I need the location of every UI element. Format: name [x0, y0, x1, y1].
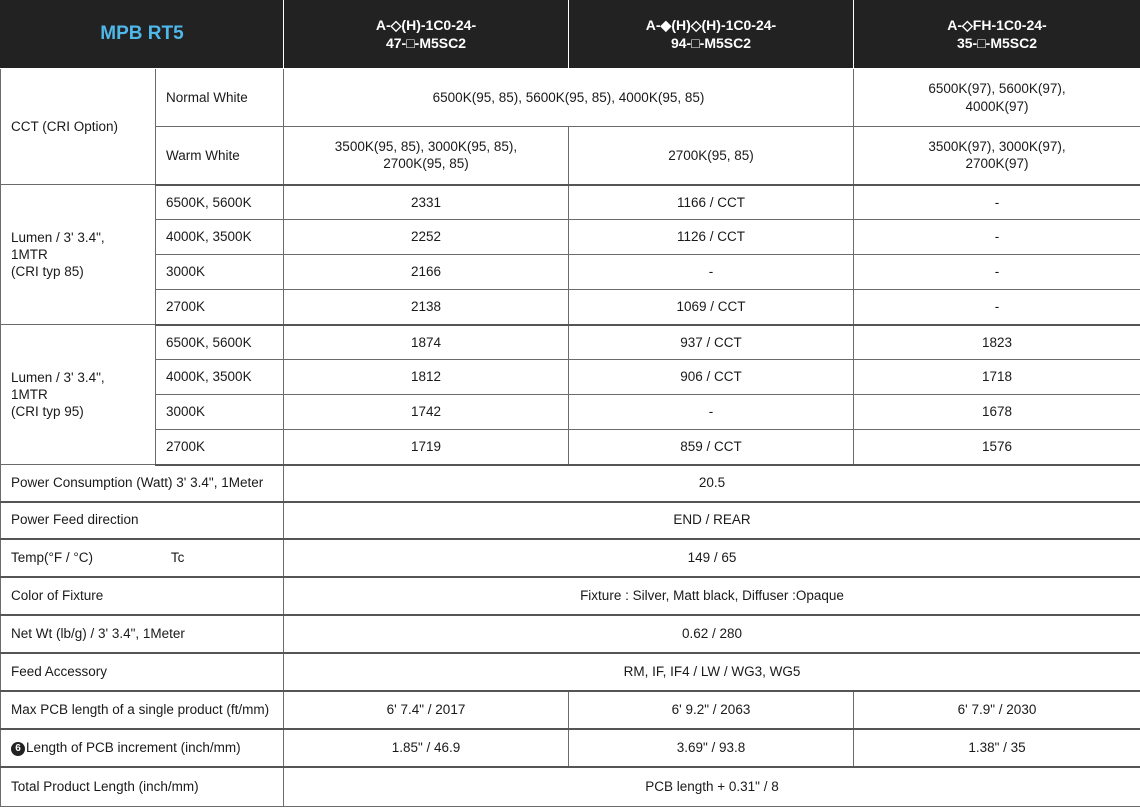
- warm-white-a-line1: 3500K(95, 85), 3000K(95, 85),: [334, 138, 518, 154]
- lumen95-a: 1812: [284, 360, 569, 395]
- temp-label-cell: [1, 539, 284, 577]
- table-row: [1, 653, 1140, 691]
- table-row: [1, 615, 1140, 653]
- power-label: Power Consumption (Watt) 3' 3.4", 1Meter: [1, 465, 284, 502]
- total-length-label: Total Product Length (inch/mm): [1, 767, 284, 807]
- table-row: [1, 290, 1140, 325]
- pcb-increment-a: 1.85" / 46.9: [284, 729, 569, 767]
- table-row: [1, 69, 1140, 127]
- pcb-increment-c: 1.38" / 35: [854, 729, 1140, 767]
- tc-label: Tc: [170, 549, 185, 565]
- normal-white-c-line1: 6500K(97), 5600K(97),: [928, 81, 1066, 97]
- lumen85-b: 1166 / CCT: [569, 185, 854, 220]
- warm-white-b: 2700K(95, 85): [569, 127, 854, 185]
- warm-white-c-line1: 3500K(97), 3000K(97),: [928, 138, 1066, 154]
- max-pcb-label: Max PCB length of a single product (ft/mm): [1, 691, 284, 729]
- lumen95-label-line2: (CRI typ 95): [11, 404, 84, 420]
- max-pcb-b: 6' 9.2" / 2063: [569, 691, 854, 729]
- column-header-3: [854, 1, 1140, 69]
- feed-accessory-value: RM, IF, IF4 / LW / WG3, WG5: [284, 653, 1140, 691]
- lumen85-cct: 3000K: [156, 255, 284, 290]
- table-row: [1, 255, 1140, 290]
- number-six-icon: 6: [11, 742, 25, 756]
- feed-direction-label: Power Feed direction: [1, 502, 284, 539]
- column-header-1: [284, 1, 569, 69]
- lumen85-label-line1: Lumen / 3' 3.4", 1MTR: [11, 229, 105, 262]
- lumen85-cct: 2700K: [156, 290, 284, 325]
- column-header-2-line1: A-◆(H)◇(H)-1C0-24-: [645, 16, 777, 33]
- lumen85-a: 2252: [284, 220, 569, 255]
- lumen95-b: -: [569, 395, 854, 430]
- temp-value: 149 / 65: [284, 539, 1140, 577]
- max-pcb-a: 6' 7.4" / 2017: [284, 691, 569, 729]
- table-row: [1, 539, 1140, 577]
- lumen85-label-line2: (CRI typ 85): [11, 264, 84, 280]
- lumen95-a: 1874: [284, 325, 569, 360]
- header-row: [1, 1, 1140, 69]
- warm-white-label: Warm White: [156, 127, 284, 185]
- warm-white-c: [854, 127, 1140, 185]
- table-row: [1, 127, 1140, 185]
- lumen85-cct: 6500K, 5600K: [156, 185, 284, 220]
- lumen95-c: 1576: [854, 430, 1140, 465]
- fixture-color-label: Color of Fixture: [1, 577, 284, 615]
- column-header-1-line1: A-◇(H)-1C0-24-: [375, 16, 477, 33]
- column-header-1-line2: 47-□-M5SC2: [385, 34, 467, 51]
- lumen95-cct: 6500K, 5600K: [156, 325, 284, 360]
- lumen85-a: 2166: [284, 255, 569, 290]
- lumen85-label: [1, 185, 156, 325]
- lumen85-b: 1126 / CCT: [569, 220, 854, 255]
- table-row: [1, 465, 1140, 502]
- warm-white-a: [284, 127, 569, 185]
- table-row: [1, 430, 1140, 465]
- column-header-3-line2: 35-□-M5SC2: [956, 34, 1038, 51]
- lumen85-b: 1069 / CCT: [569, 290, 854, 325]
- net-weight-value: 0.62 / 280: [284, 615, 1140, 653]
- normal-white-label: Normal White: [156, 69, 284, 127]
- lumen85-a: 2138: [284, 290, 569, 325]
- lumen95-c: 1823: [854, 325, 1140, 360]
- pcb-increment-label: Length of PCB increment (inch/mm): [26, 739, 241, 755]
- lumen95-cct: 2700K: [156, 430, 284, 465]
- model-name: MPB RT5: [1, 1, 284, 69]
- lumen85-c: -: [854, 220, 1140, 255]
- lumen85-a: 2331: [284, 185, 569, 220]
- feed-accessory-label: Feed Accessory: [1, 653, 284, 691]
- table-row: [1, 220, 1140, 255]
- lumen95-b: 937 / CCT: [569, 325, 854, 360]
- pcb-increment-b: 3.69" / 93.8: [569, 729, 854, 767]
- lumen95-a: 1742: [284, 395, 569, 430]
- column-header-3-line1: A-◇FH-1C0-24-: [947, 16, 1047, 33]
- feed-direction-value: END / REAR: [284, 502, 1140, 539]
- table-row: [1, 729, 1140, 767]
- net-weight-label: Net Wt (lb/g) / 3' 3.4", 1Meter: [1, 615, 284, 653]
- lumen95-label: [1, 325, 156, 465]
- normal-white-c-line2: 4000K(97): [965, 98, 1029, 114]
- total-length-value: PCB length + 0.31" / 8: [284, 767, 1140, 807]
- table-row: [1, 767, 1140, 807]
- lumen95-cct: 4000K, 3500K: [156, 360, 284, 395]
- lumen95-label-line1: Lumen / 3' 3.4", 1MTR: [11, 369, 105, 402]
- lumen95-cct: 3000K: [156, 395, 284, 430]
- table-row: [1, 691, 1140, 729]
- lumen85-b: -: [569, 255, 854, 290]
- table-row: [1, 577, 1140, 615]
- cct-label: CCT (CRI Option): [1, 69, 156, 185]
- power-value: 20.5: [284, 465, 1140, 502]
- max-pcb-c: 6' 7.9" / 2030: [854, 691, 1140, 729]
- pcb-increment-label-cell: [1, 729, 284, 767]
- table-row: [1, 502, 1140, 539]
- lumen95-b: 859 / CCT: [569, 430, 854, 465]
- table-row: [1, 360, 1140, 395]
- lumen95-c: 1678: [854, 395, 1140, 430]
- warm-white-a-line2: 2700K(95, 85): [383, 156, 469, 172]
- table-row: [1, 185, 1140, 220]
- column-header-2: [569, 1, 854, 69]
- table-row: [1, 325, 1140, 360]
- table-row: [1, 395, 1140, 430]
- warm-white-c-line2: 2700K(97): [965, 156, 1029, 172]
- lumen85-c: -: [854, 255, 1140, 290]
- fixture-color-value: Fixture : Silver, Matt black, Diffuser :Opaque: [284, 577, 1140, 615]
- normal-white-c: [854, 69, 1140, 127]
- lumen95-a: 1719: [284, 430, 569, 465]
- temp-label: Temp(°F / °C): [11, 549, 94, 565]
- normal-white-ab: 6500K(95, 85), 5600K(95, 85), 4000K(95, 85): [284, 69, 854, 127]
- lumen95-b: 906 / CCT: [569, 360, 854, 395]
- lumen85-c: -: [854, 185, 1140, 220]
- lumen85-c: -: [854, 290, 1140, 325]
- lumen95-c: 1718: [854, 360, 1140, 395]
- lumen85-cct: 4000K, 3500K: [156, 220, 284, 255]
- column-header-2-line2: 94-□-M5SC2: [670, 34, 752, 51]
